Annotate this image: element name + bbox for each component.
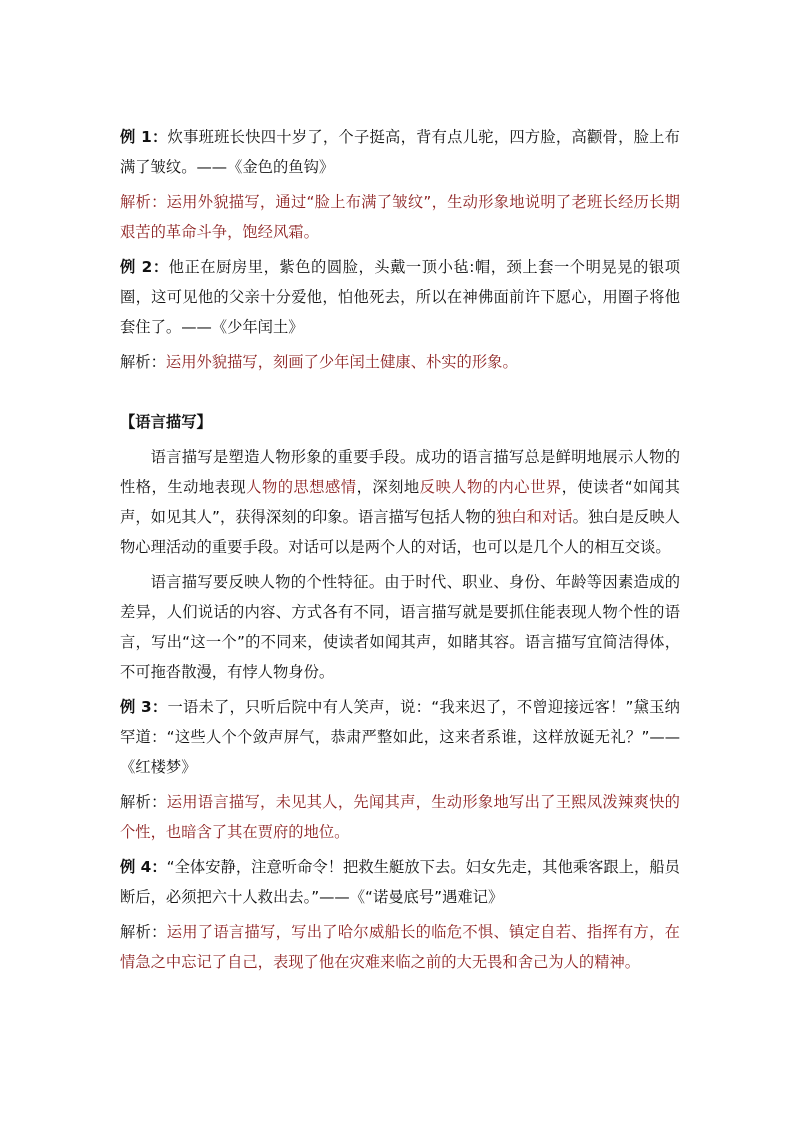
example-3 — [120, 692, 680, 782]
paragraph-1-part-a: 语言描写是塑造人物形象的重要手段。成功的语言描写总是鲜明地展示人物的性格，生动地表现 — [120, 448, 680, 496]
paragraph-1-part-g: 。独白是反映人物心理活动的重要手段。对话可以是两个人的对话，也可以是几个人的相互交谈。 — [120, 508, 680, 556]
paragraph-1-part-f: 独白和对话 — [495, 508, 573, 526]
analysis-2 — [120, 347, 680, 377]
example-4-text: “全体安静，注意听命令！把救生艇放下去。妇女先走，其他乘客跟上，船员断后，必须把六十人救出去。”——《“诺曼底号”遇难记》 — [120, 858, 680, 906]
analysis-1 — [120, 187, 680, 247]
example-2-text: 他正在厨房里，紫色的圆脸，头戴一顶小毡:帽，颈上套一个明晃晃的银项圈，这可见他的父亲十分爱他，怕他死去，所以在神佛面前许下愿心，用圈子将他套住了。——《少年闰土》 — [120, 258, 680, 336]
example-2-label: 例 2： — [120, 258, 169, 276]
section-heading: 【语言描写】 — [120, 413, 212, 431]
example-1 — [120, 122, 680, 182]
example-1-label: 例 1： — [120, 128, 168, 146]
paragraph-1-part-c: ，深刻地 — [356, 478, 420, 496]
analysis-1-text: 运用外貌描写，通过“脸上布满了皱纹”，生动形象地说明了老班长经历长期艰苦的革命斗争，饱经风霜。 — [120, 193, 680, 241]
analysis-4-label: 解析： — [120, 923, 167, 941]
paragraph-2: 语言描写要反映人物的个性特征。由于时代、职业、身份、年龄等因素造成的差异，人们说话的内容、方式各有不同，语言描写就是要抓住能表现人物个性的语言，写出“这一个”的不同来，使读者如闻其声，如睹其容。语言描写宜简洁得体，不可拖沓散漫，有悖人物身份。 — [120, 573, 680, 681]
analysis-1-label: 解析： — [120, 193, 167, 211]
analysis-3-label: 解析： — [120, 793, 167, 811]
example-4-label: 例 4： — [120, 858, 167, 876]
example-4 — [120, 852, 680, 912]
document-page — [120, 122, 680, 982]
example-2 — [120, 252, 680, 342]
paragraph-1-part-d: 反映人物的内心世界 — [419, 478, 562, 496]
example-3-label: 例 3： — [120, 698, 168, 716]
analysis-2-label: 解析： — [120, 353, 166, 371]
analysis-4-text: 运用了语言描写，写出了哈尔威船长的临危不惧、镇定自若、指挥有方，在情急之中忘记了自己，表现了他在灾难来临之前的大无畏和舍己为人的精神。 — [120, 923, 680, 971]
analysis-4 — [120, 917, 680, 977]
analysis-3 — [120, 787, 680, 847]
paragraph-1 — [120, 442, 680, 562]
example-1-text: 炊事班班长快四十岁了，个子挺高，背有点儿驼，四方脸，高颧骨，脸上布满了皱纹。——《金色的鱼钩》 — [120, 128, 680, 176]
analysis-2-text: 运用外貌描写，刻画了少年闰土健康、朴实的形象。 — [165, 353, 518, 371]
example-3-text: 一语未了，只听后院中有人笑声，说：“我来迟了，不曾迎接远客！”黛玉纳罕道：“这些人个个敛声屏气，恭肃严整如此，这来者系谁，这样放诞无礼？”——《红楼梦》 — [120, 698, 680, 776]
analysis-3-text: 运用语言描写，未见其人，先闻其声，生动形象地写出了王熙凤泼辣爽快的个性，也暗含了其在贾府的地位。 — [120, 793, 680, 841]
paragraph-1-part-e: ，使读者“如闻其声，如见其人”，获得深刻的印象。语言描写包括人物的 — [120, 478, 680, 526]
paragraph-1-part-b: 人物的思想感情 — [246, 478, 357, 496]
